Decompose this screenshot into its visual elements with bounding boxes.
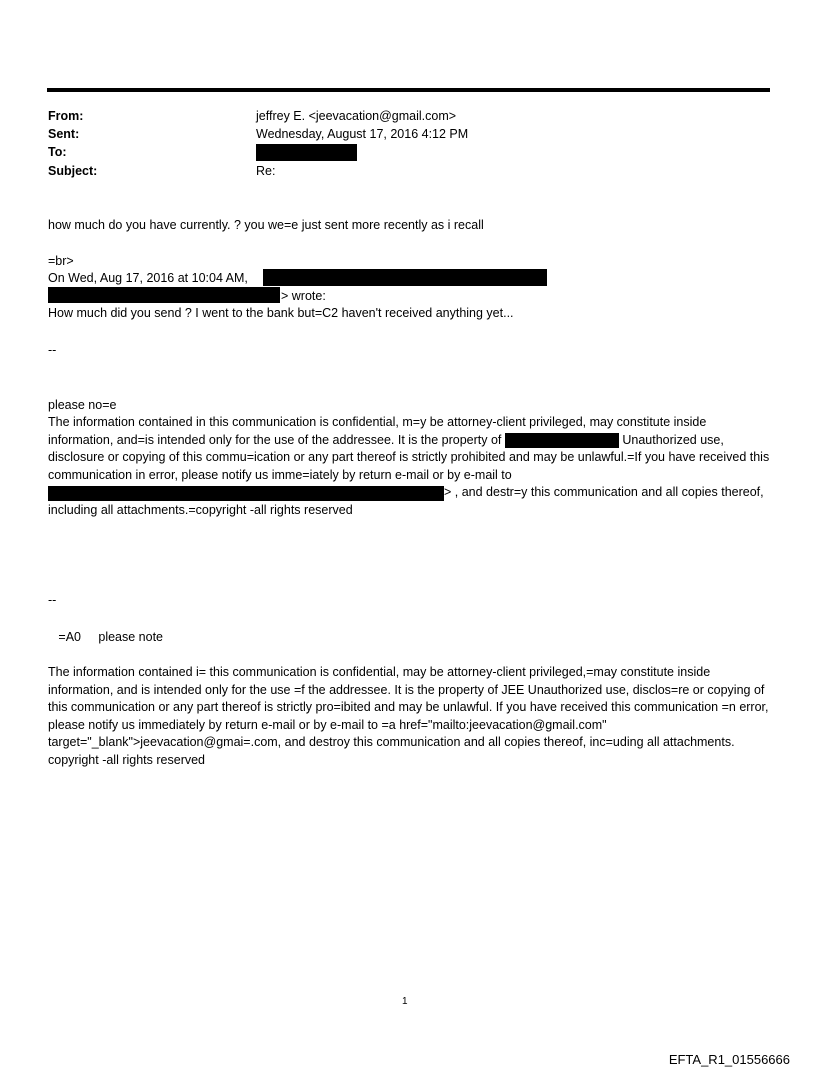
note-line: =A0 please note <box>48 630 164 644</box>
document-id: EFTA_R1_01556666 <box>668 1052 790 1067</box>
owner-redaction <box>505 433 619 448</box>
notice-text: Unauthorized use, disclosure or copying of this commu=ication or any part thereof is strictly prohibited and may be unlawful.=If you have received this communication in error, please notify us imme=iately by return e-mail or by e-mail to <box>48 432 770 482</box>
note-line: please no=e <box>48 398 117 412</box>
page-number: 1 <box>402 996 408 1007</box>
to-label: To: <box>48 145 67 159</box>
notice-text: The information contained in this communication is confidential, m=y be attorney-client privileged, may constitute inside information, and=is intended only for the use of the addressee. It is the property of <box>48 415 707 447</box>
header-rule <box>47 88 770 92</box>
separator: -- <box>48 593 57 607</box>
subject-value: Re: <box>256 164 276 178</box>
from-value: jeffrey E. <jeevacation@gmail.com> <box>256 109 457 123</box>
from-label: From: <box>48 109 84 123</box>
sender-redaction <box>263 269 547 286</box>
quote-intro <box>48 270 248 286</box>
quote-date: On Wed, Aug 17, 2016 at 10:04 AM, <box>48 271 248 285</box>
email-redaction <box>48 486 444 501</box>
confidentiality-notice <box>48 414 772 520</box>
confidentiality-notice: The information contained i= this communication is confidential, may be attorney-client privileged,=may constitute inside information, and is intended only for the use =f the addressee. It is the property of JEE Unauthorized use, disclos=re or copying of this communication or any part thereof is strictly pro=ibited and may be unlawful. If you have received this communication =n error, please notify us immediately by return e-mail or by e-mail to =a href="mailto:jeevacation@gmail.com" target="_blank">jeevacation@gmai=.com, and destroy this communication and all copies thereof, inc=uding all attachments. copyright -all rights reserved <box>48 665 769 767</box>
sent-label: Sent: <box>48 127 80 141</box>
subject-label: Subject: <box>48 164 98 178</box>
body-line: how much do you have currently. ? you we=e just sent more recently as i recall <box>48 218 484 232</box>
sent-value: Wednesday, August 17, 2016 4:12 PM <box>256 127 469 141</box>
to-redaction <box>256 144 357 161</box>
wrote-text: > wrote: <box>281 289 326 303</box>
separator: -- <box>48 343 57 357</box>
notice-text: > , and destr=y this communication and all copies thereof, including all attachments.=copyright -all rights reserved <box>48 485 764 517</box>
body-line: =br> <box>48 254 74 268</box>
sender-email-redaction <box>48 287 280 303</box>
quoted-message: How much did you send ? I went to the bank but=C2 haven't received anything yet... <box>48 306 514 320</box>
